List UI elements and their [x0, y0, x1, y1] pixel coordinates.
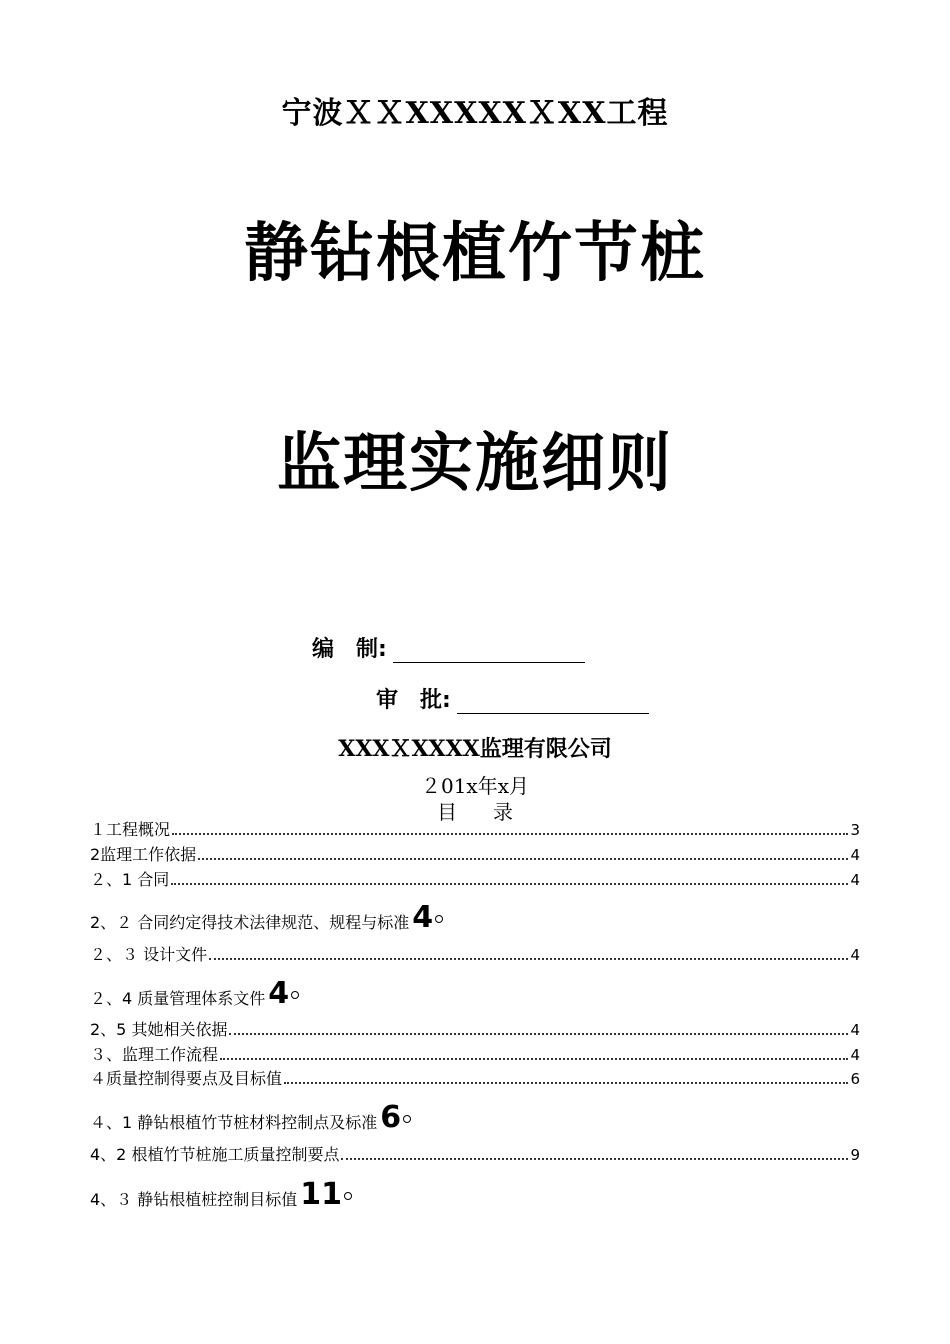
toc-entry[interactable] — [90, 900, 860, 935]
toc-leader-dots — [284, 1081, 848, 1084]
toc-entry-label: ４、1 静钻根植竹节桩材料控制点及标准 — [90, 1113, 378, 1132]
toc-entry-label: ２、３ 设计文件 — [90, 945, 208, 964]
editor-signature-row — [312, 632, 585, 663]
approver-signature-row — [376, 683, 649, 714]
toc-entry-page: 4 — [412, 903, 443, 933]
document-title-line-2: 监理实施细则 — [277, 427, 673, 501]
project-title: 宁波ＸＸXXXXXＸXX工程 — [281, 96, 669, 131]
toc-entry-label: 4、３ 静钻根植桩控制目标值 — [90, 1190, 298, 1209]
toc-entry[interactable] — [90, 1069, 860, 1089]
toc-entry[interactable] — [90, 845, 860, 865]
editor-label: 编 制: — [312, 637, 387, 662]
toc-entry-label: ２、1 合同 — [90, 870, 170, 889]
toc-entry-page: 6 — [850, 1070, 860, 1088]
toc-entry-page: 11 — [300, 1180, 352, 1210]
toc-entry[interactable] — [90, 976, 860, 1011]
toc-leader-dots — [341, 1157, 848, 1160]
toc-title: 目录 — [437, 800, 549, 824]
company-name: XXXＸXXXX监理有限公司 — [338, 736, 612, 762]
approver-signature-line — [457, 689, 649, 714]
toc-entry-label: １工程概况 — [90, 820, 171, 839]
toc-leader-dots — [172, 832, 848, 835]
toc-leader-dots — [209, 957, 848, 960]
toc-entry-page: 4 — [850, 946, 860, 964]
document-date: ２01x年x月 — [420, 774, 529, 798]
toc-leader-dots — [198, 857, 848, 860]
toc-entry-label: ３、监理工作流程 — [90, 1045, 219, 1064]
toc-entry[interactable] — [90, 820, 860, 840]
toc-entry-page: 4 — [850, 1021, 860, 1039]
toc-entry-label: 2、２ 合同约定得技术法律规范、规程与标准 — [90, 913, 410, 932]
toc-leader-dots — [220, 1057, 848, 1060]
toc-entry-label: ２、4 质量管理体系文件 — [90, 989, 266, 1008]
toc-entry-page: 9 — [850, 1146, 860, 1164]
toc-entry[interactable] — [90, 870, 860, 890]
toc-entry[interactable] — [90, 1045, 860, 1065]
toc-entry-page: 4 — [850, 1046, 860, 1064]
toc-entry-label: ４质量控制得要点及目标值 — [90, 1069, 283, 1088]
toc-entry-label: 4、2 根植竹节桩施工质量控制要点 — [90, 1145, 340, 1164]
toc-entry[interactable] — [90, 1100, 860, 1135]
toc-entry[interactable] — [90, 1145, 860, 1165]
document-title-line-1: 静钻根植竹节桩 — [244, 217, 706, 291]
toc-entry-page: 4 — [850, 871, 860, 889]
toc-entry-page: 6 — [380, 1103, 411, 1133]
toc-entry-label: 2、5 其她相关依据 — [90, 1020, 228, 1039]
toc-leader-dots — [229, 1032, 848, 1035]
toc-entry-label: 2监理工作依据 — [90, 845, 197, 864]
toc-entry[interactable] — [90, 1020, 860, 1040]
approver-label: 审 批: — [376, 688, 451, 713]
toc-entry-page: 4 — [850, 846, 860, 864]
toc-entry-page: 3 — [850, 821, 860, 839]
toc-entry-page: 4 — [268, 979, 299, 1009]
toc-entry[interactable] — [90, 945, 860, 965]
toc-leader-dots — [171, 882, 848, 885]
editor-signature-line — [393, 638, 585, 663]
toc-entry[interactable] — [90, 1177, 860, 1212]
